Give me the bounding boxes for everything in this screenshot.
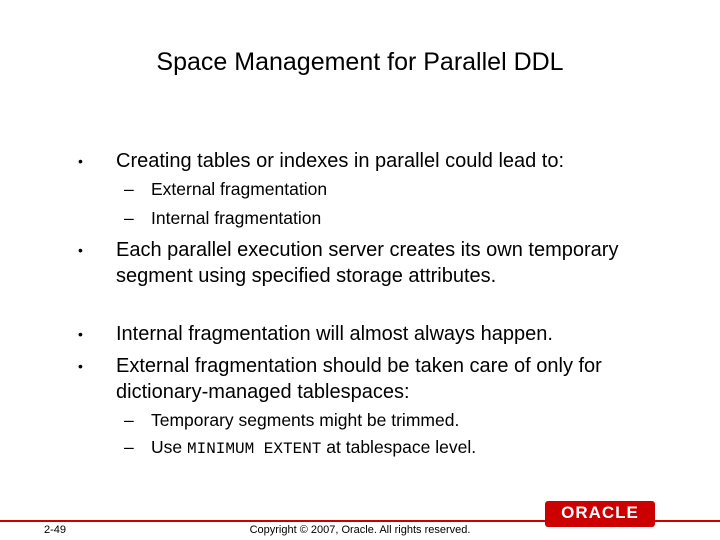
bullet-text: Internal fragmentation will almost always happen. xyxy=(116,323,553,345)
sub-dash: – xyxy=(124,179,134,199)
bullet-text: Creating tables or indexes in parallel could lead to: xyxy=(116,150,565,172)
bullet-text: External fragmentation should be taken care of only for dictionary-managed tablespaces: xyxy=(116,355,602,403)
sub-text: External fragmentation xyxy=(151,179,328,199)
sub-text: Internal fragmentation xyxy=(151,208,322,228)
copyright: Copyright © 2007, Oracle. All rights reserved. xyxy=(249,524,471,536)
page-number: 2-49 xyxy=(44,524,67,536)
sub-text-post: at tablespace level. xyxy=(321,437,477,457)
sub-dash: – xyxy=(124,437,134,457)
bullet-dot: • xyxy=(78,326,83,342)
slide-title: Space Management for Parallel DDL xyxy=(156,48,564,76)
bullet-dot: • xyxy=(78,153,83,169)
bullet-dot: • xyxy=(78,242,83,258)
code-minimum-extent: MINIMUM EXTENT xyxy=(186,440,322,458)
bullet-dot: • xyxy=(78,358,83,374)
oracle-logo-text: ORACLE xyxy=(561,503,639,522)
sub-dash: – xyxy=(124,410,134,430)
sub-text: Temporary segments might be trimmed. xyxy=(151,410,460,430)
bullet-text: Each parallel execution server creates its own temporary segment using specified storage attributes. xyxy=(116,239,619,287)
sub-text xyxy=(151,436,476,460)
sub-dash: – xyxy=(124,208,134,228)
sub-text-pre: Use xyxy=(151,437,187,457)
